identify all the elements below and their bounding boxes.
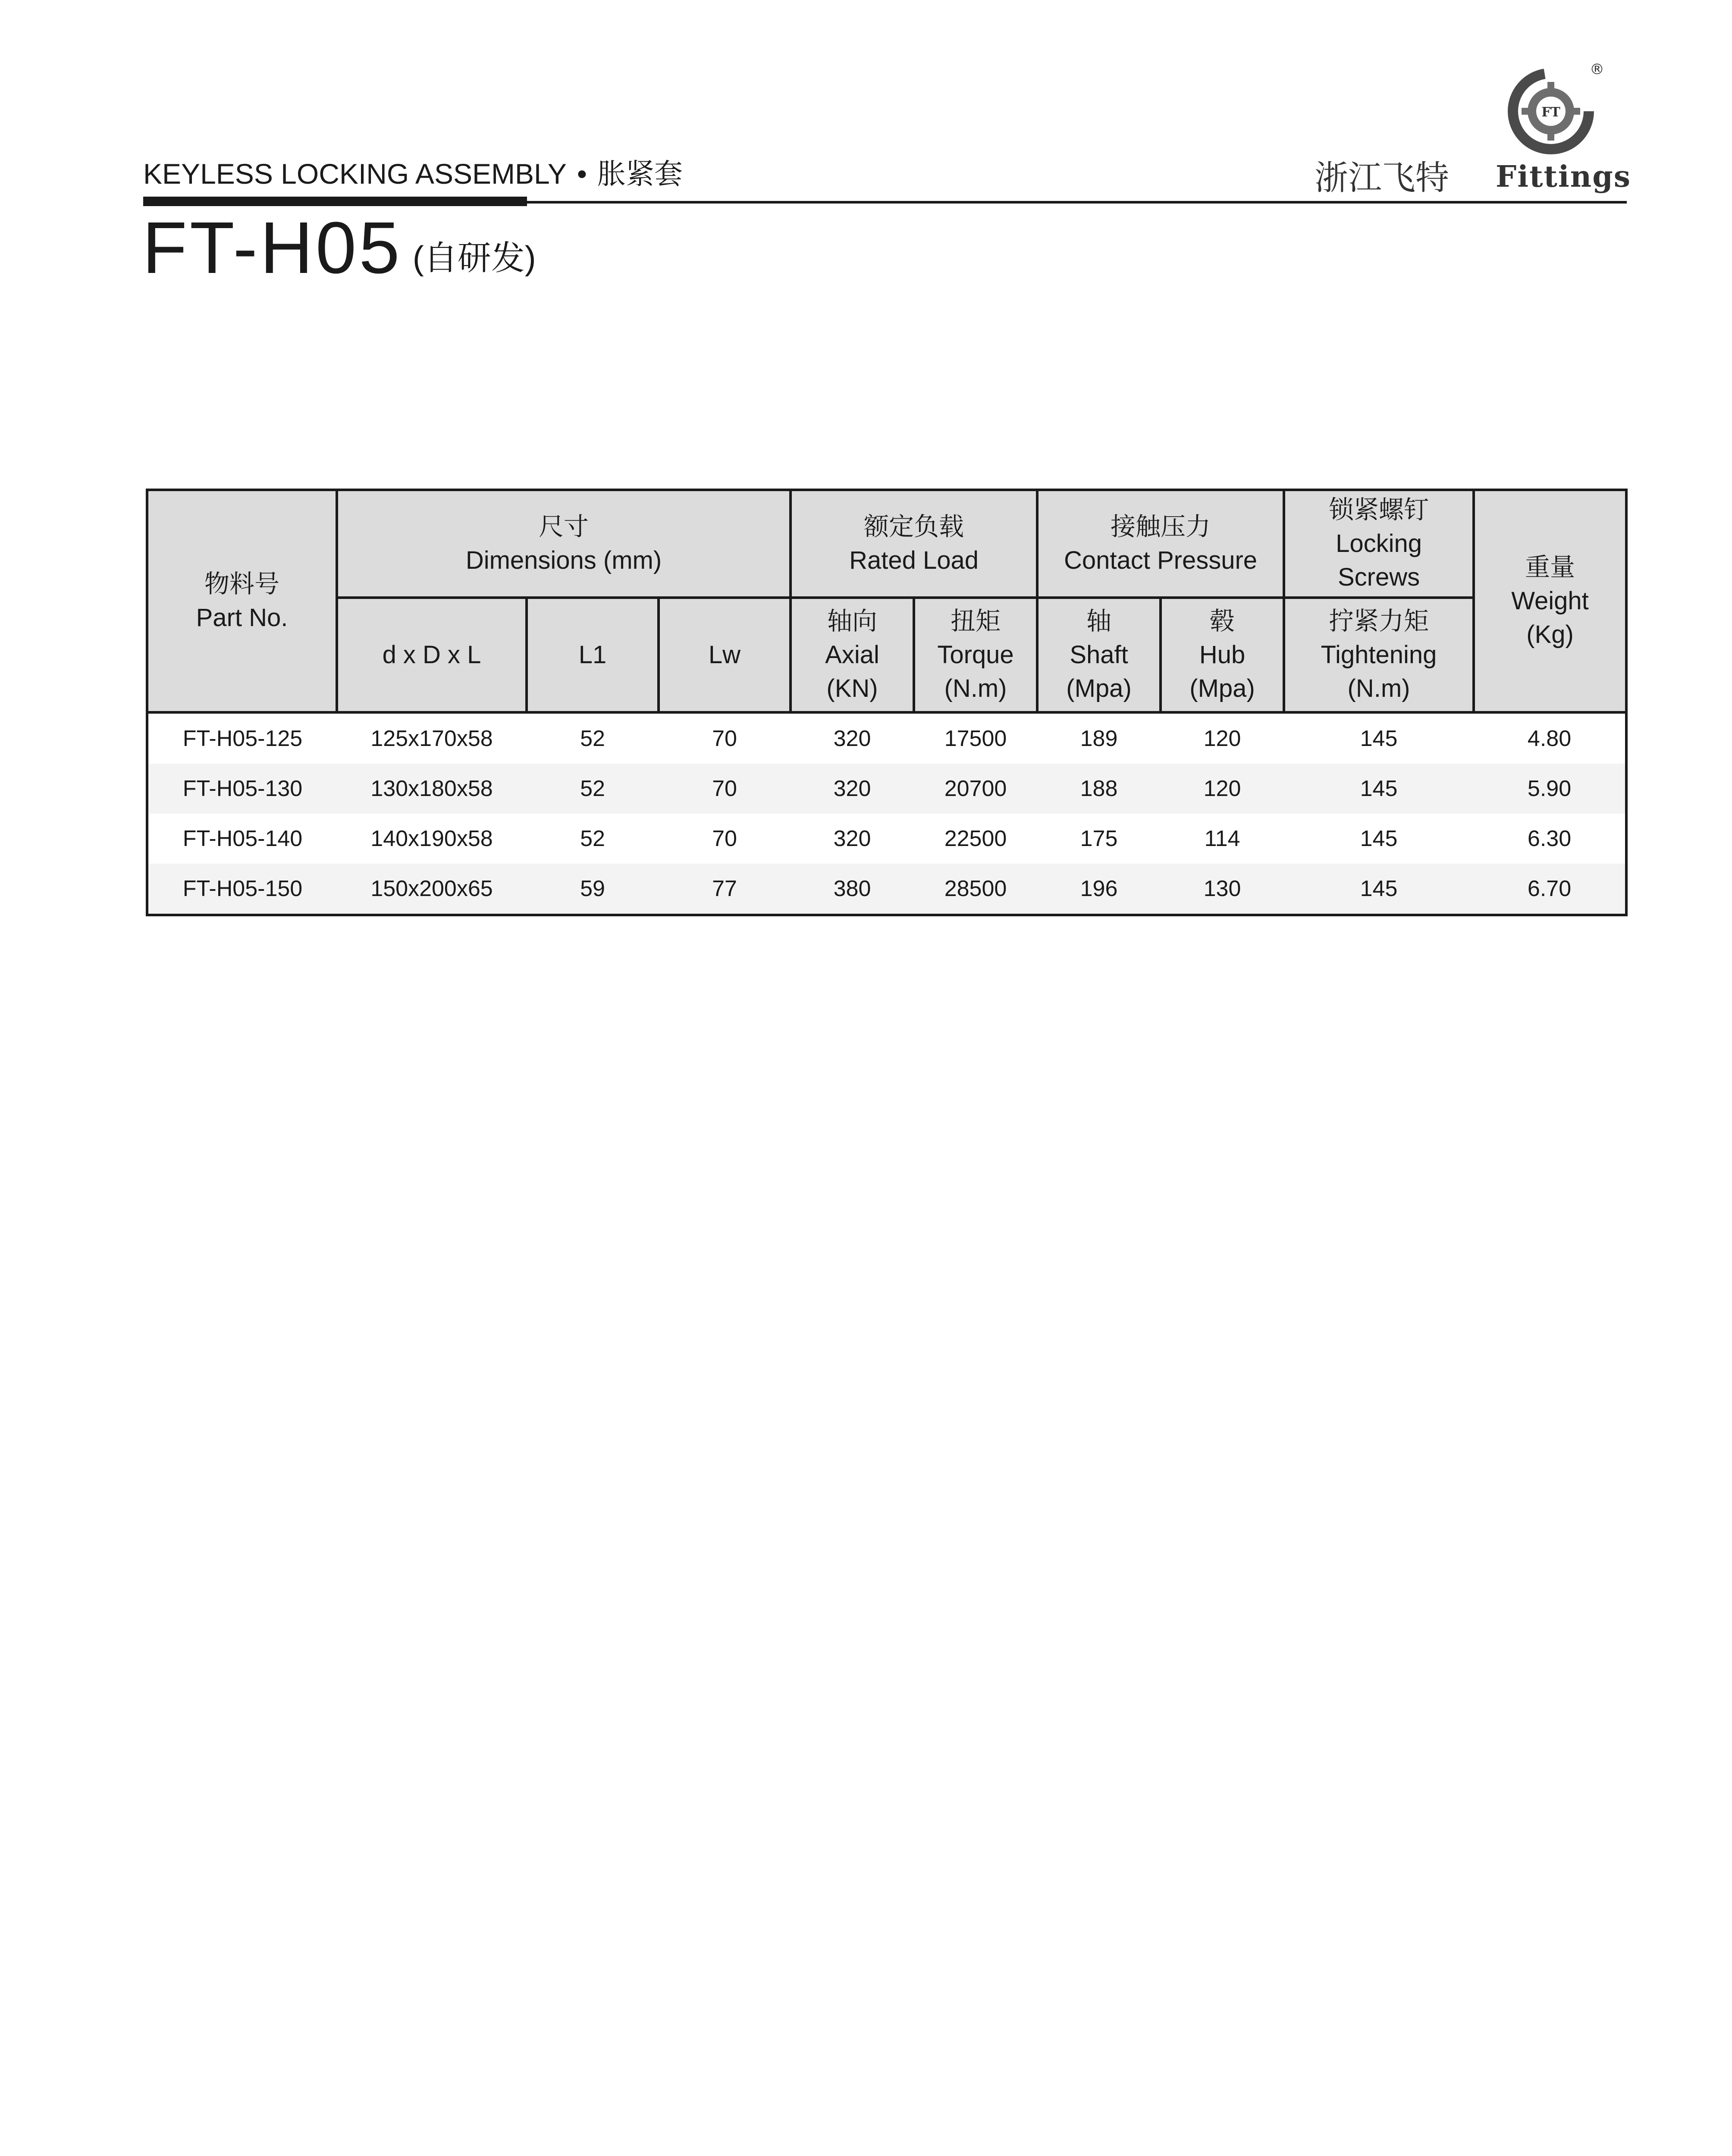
cell-weight: 6.70 — [1474, 864, 1626, 915]
cell-tightening: 145 — [1284, 764, 1474, 814]
cell-l1: 52 — [580, 826, 605, 851]
cell-hub: 114 — [1204, 826, 1240, 851]
header-dxdxl: d x D x L — [337, 598, 527, 712]
cell-lw: 70 — [712, 726, 737, 751]
table-row — [147, 712, 1626, 764]
cell-axial: 380 — [791, 864, 914, 915]
category-en: KEYLESS LOCKING ASSEMBLY — [143, 158, 567, 190]
cell-lw: 77 — [659, 864, 791, 915]
header-dimensions: 尺寸 Dimensions (mm) — [337, 490, 791, 598]
header-torque: 扭矩 Torque (N.m) — [914, 598, 1037, 712]
cell-dimensions: 150x200x65 — [337, 864, 527, 915]
spec-table — [146, 489, 1628, 916]
title-note: (自研发) — [412, 239, 536, 277]
cell-dimensions: 130x180x58 — [337, 764, 527, 814]
cell-l1: 59 — [527, 864, 659, 915]
cell-tightening: 145 — [1360, 826, 1398, 851]
page-title — [142, 207, 536, 289]
cell-torque: 22500 — [944, 826, 1007, 851]
cell-part-no: FT-H05-150 — [147, 864, 337, 915]
cell-weight: 4.80 — [1527, 726, 1572, 751]
logo-wordmark: Fittings — [1496, 160, 1632, 194]
cell-hub: 120 — [1203, 726, 1241, 751]
header-axial: 轴向 Axial (KN) — [791, 598, 914, 712]
header-contact-pressure: 接触压力 Contact Pressure — [1037, 490, 1284, 598]
cell-weight: 6.30 — [1527, 826, 1572, 851]
cell-l1: 52 — [527, 764, 659, 814]
cell-tightening: 145 — [1360, 726, 1398, 751]
cell-torque: 17500 — [944, 726, 1007, 751]
cell-hub: 120 — [1161, 764, 1284, 814]
cell-axial: 320 — [791, 764, 914, 814]
cell-l1: 52 — [580, 726, 605, 751]
cell-hub: 130 — [1161, 864, 1284, 915]
table-row — [147, 864, 1626, 915]
header-rated-load: 额定负载 Rated Load — [791, 490, 1037, 598]
cell-shaft: 189 — [1080, 726, 1118, 751]
cell-axial: 320 — [833, 826, 871, 851]
header-l1: L1 — [527, 598, 659, 712]
cell-shaft: 188 — [1037, 764, 1161, 814]
cell-dimensions: 140x190x58 — [370, 826, 493, 851]
header-shaft: 轴 Shaft (Mpa) — [1037, 598, 1161, 712]
cell-part-no: FT-H05-125 — [182, 726, 303, 751]
registered-mark: ® — [1590, 61, 1604, 78]
logo-mark: FT — [1541, 105, 1560, 120]
header-locking-screws: 锁紧螺钉 Locking Screws — [1284, 490, 1474, 598]
cell-lw: 70 — [659, 764, 791, 814]
header-hub: 毂 Hub (Mpa) — [1161, 598, 1284, 712]
separator-dot: • — [577, 158, 587, 190]
header-lw: Lw — [659, 598, 791, 712]
category-heading — [143, 151, 683, 192]
cell-axial: 320 — [833, 726, 871, 751]
cell-weight: 5.90 — [1474, 764, 1626, 814]
cell-shaft: 196 — [1037, 864, 1161, 915]
cell-part-no: FT-H05-140 — [182, 826, 303, 851]
cell-tightening: 145 — [1284, 864, 1474, 915]
header-weight: 重量 Weight (Kg) — [1474, 490, 1626, 712]
header-rule — [143, 201, 1627, 204]
cell-torque: 28500 — [914, 864, 1037, 915]
cell-dimensions: 125x170x58 — [370, 726, 493, 751]
cell-part-no: FT-H05-130 — [147, 764, 337, 814]
table-row — [147, 764, 1626, 814]
company-name: 浙江飞特 — [1314, 159, 1449, 197]
cell-shaft: 175 — [1080, 826, 1118, 851]
cell-lw: 70 — [712, 826, 737, 851]
table-row — [147, 814, 1626, 864]
header-part-no: 物料号 Part No. — [147, 490, 337, 712]
category-cn: 胀紧套 — [597, 158, 683, 190]
model-name: FT-H05 — [142, 207, 402, 289]
cell-torque: 20700 — [914, 764, 1037, 814]
header-tightening: 拧紧力矩 Tightening (N.m) — [1284, 598, 1474, 712]
